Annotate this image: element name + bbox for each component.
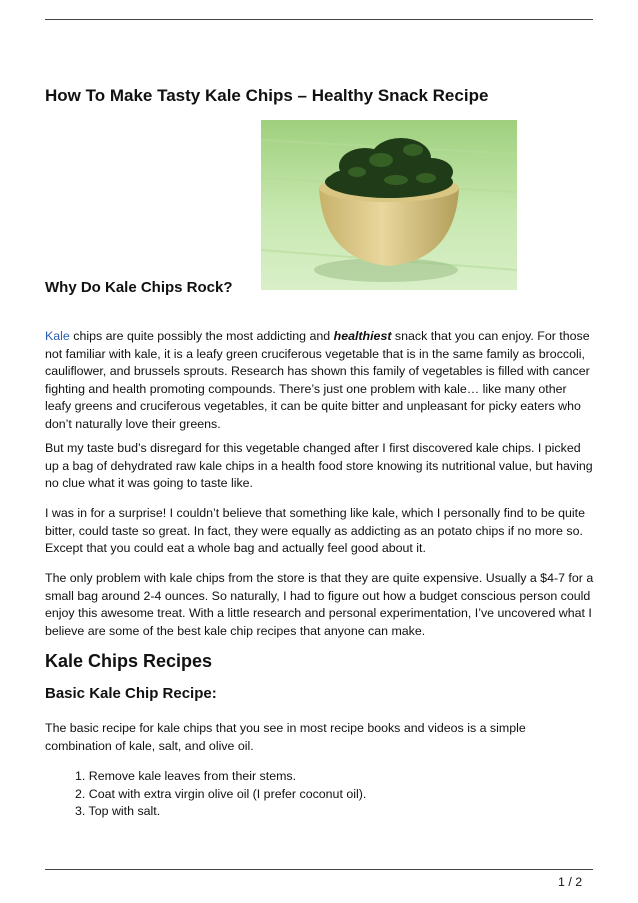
paragraph-text: chips are quite possibly the most addicting and [69,329,334,343]
kale-chips-photo [261,120,517,290]
page-number: 1 / 2 [558,875,583,889]
paragraph-cost [45,570,595,640]
kale-link[interactable]: Kale [45,329,70,343]
recipe-steps [75,768,366,821]
list-item: 1. Remove kale leaves from their stems. [75,769,297,783]
section-heading-recipes: Kale Chips Recipes [45,651,213,671]
list-item: 2. Coat with extra virgin olive oil (I prefer coconut oil). [75,786,367,801]
paragraph-intro [45,328,595,433]
paragraph-text: snack that you can enjoy. For those not familiar with kale, it is a leafy green cruciferous vegetable that is in the same family as broccoli, cauliflower, and brussels sprouts. Research has shown this family of vegetables is filled with cancer fighting and health promoting compounds. There’s just one problem with kale… like many other leafy greens and cruciferous vegetables, it can be quite bitter and unpleasant for picky eaters who don’t naturally love their greens. [45,329,590,431]
footer-rule [45,869,593,870]
paragraph-discovery [45,440,595,493]
paragraph-text: But my taste bud’s disregard for this vegetable changed after I first discovered kale chips. I picked up a bag of dehydrated raw kale chips in a health food store knowing its nutritional value, but having no clue what it was going to taste like. [45,441,593,490]
emphasis-healthiest: healthiest [333,329,392,343]
paragraph-text: The only problem with kale chips from the store is that they are quite expensive. Usually a $4-7 for a small bag around 2-4 ounces. So naturally, I had to figure out how a budget conscious person could enjoy this awesome treat. With a little research and personal experimentation, I’ve uncovered what I believe are some of the best kale chip recipes that anyone can make. [45,571,594,638]
paragraph-surprise [45,505,595,558]
subsection-heading-basic: Basic Kale Chip Recipe: [45,685,217,702]
section-heading-why: Why Do Kale Chips Rock? [45,279,233,296]
list-item: 3. Top with salt. [75,804,161,818]
article-title: How To Make Tasty Kale Chips – Healthy Snack Recipe [45,86,489,105]
paragraph-text: I was in for a surprise! I couldn’t believe that something like kale, which I personally find to be quite bitter, could taste so great. In fact, they were equally as addicting as an potato chips if no more so. Except that you could eat a whole bag and actually feel good about it. [45,506,585,555]
paragraph-basic-recipe [45,720,595,755]
header-rule [45,19,593,20]
paragraph-text: The basic recipe for kale chips that you see in most recipe books and videos is a simple combination of kale, salt, and olive oil. [45,721,526,753]
